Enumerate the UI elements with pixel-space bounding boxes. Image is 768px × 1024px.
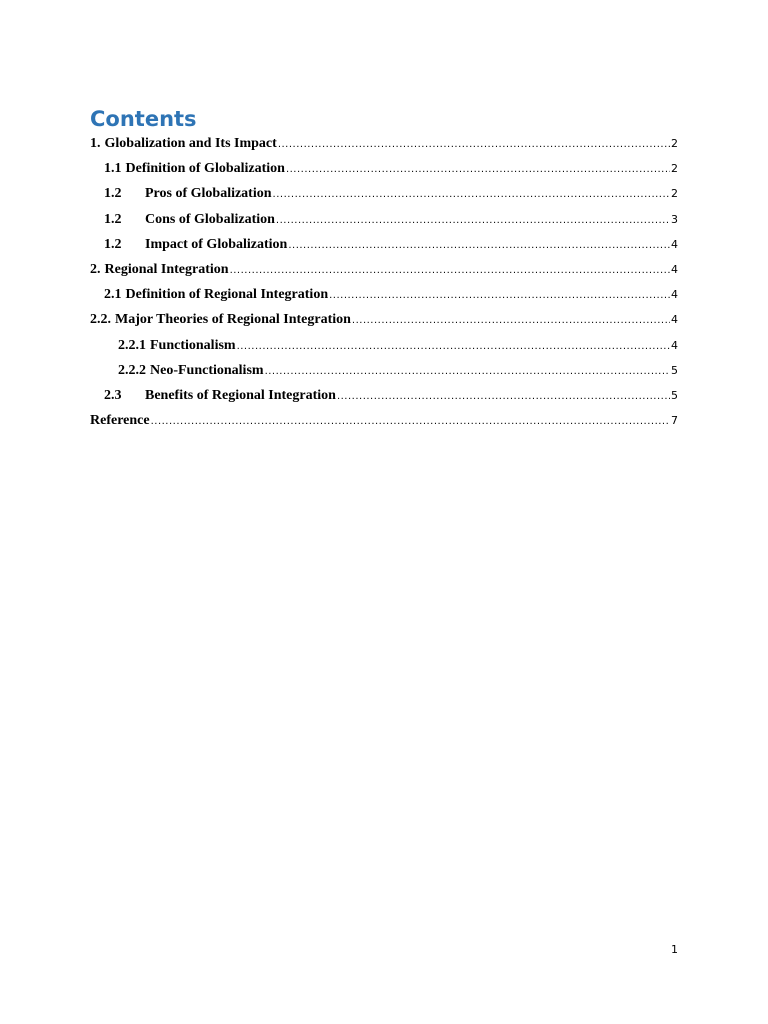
toc-entry-label: Definition of Regional Integration [125,287,329,303]
toc-dot-leader [288,233,670,257]
toc-entry-page: 2 [671,137,678,150]
toc-entry-page: 3 [671,212,678,226]
toc-entry-number: 1.2 [104,236,122,252]
toc-entry-label: Pros of Globalization [145,186,272,202]
toc-entry-page: 4 [671,262,678,276]
toc-entry-page: 4 [671,288,678,302]
toc-entry[interactable] [90,282,678,307]
toc-entry-page: 5 [671,388,678,402]
toc-entry-number: 2.3 [104,387,122,403]
toc-dot-leader [265,359,670,383]
toc-dot-leader [337,384,670,408]
toc-entry[interactable] [90,181,678,206]
toc-entry[interactable] [90,156,678,181]
toc-entry-label: Major Theories of Regional Integration [115,312,351,328]
toc-entry[interactable] [90,383,678,408]
toc-entry-label: Impact of Globalization [145,236,288,252]
toc-entry-number: 2. [90,261,101,277]
toc-entry[interactable] [90,333,678,358]
toc-entry-page: 7 [671,414,678,428]
toc-dot-leader [273,182,670,206]
toc-entry-number: 2.2.2 [118,362,146,378]
toc-dot-leader [329,283,670,307]
toc-entry-page: 2 [671,187,678,201]
toc-entry-number: 2.1 [104,287,122,303]
toc-dot-leader [230,258,670,282]
toc-entry-page: 5 [671,363,678,377]
toc-dot-leader [278,132,670,156]
toc-entry-label: Benefits of Regional Integration [145,387,336,403]
toc-entry-label: Globalization and Its Impact [104,136,277,151]
toc-entry-label: Reference [90,413,150,429]
toc-entry-label: Cons of Globalization [145,211,275,227]
toc-entry-number: 1.2 [104,211,122,227]
toc-entry-label: Functionalism [150,337,236,353]
toc-entry-number: 1.2 [104,186,122,202]
toc-entry-page: 2 [671,162,678,176]
toc-entry[interactable] [90,408,678,433]
toc-entry[interactable] [90,358,678,383]
toc-entry-page: 4 [671,237,678,251]
toc-entry-number: 2.2.1 [118,337,146,353]
toc-entry-label: Regional Integration [104,261,229,277]
toc-dot-leader [352,308,670,332]
toc-entry[interactable] [90,131,678,156]
toc-entry-number: 1. [90,136,101,151]
toc-entry[interactable] [90,257,678,282]
table-of-contents [90,131,678,433]
toc-entry-number: 2.2. [90,312,111,328]
toc-dot-leader [151,409,670,433]
toc-entry-number: 1.1 [104,161,122,177]
toc-dot-leader [276,208,670,232]
toc-dot-leader [286,157,670,181]
toc-entry[interactable] [90,207,678,232]
toc-entry-label: Definition of Globalization [125,161,285,177]
toc-entry[interactable] [90,307,678,332]
toc-title: Contents [90,107,197,131]
toc-entry[interactable] [90,232,678,257]
toc-entry-label: Neo-Functionalism [150,362,264,378]
toc-entry-page: 4 [671,313,678,327]
page-number: 1 [671,943,678,956]
toc-entry-page: 4 [671,338,678,352]
toc-dot-leader [237,334,670,358]
